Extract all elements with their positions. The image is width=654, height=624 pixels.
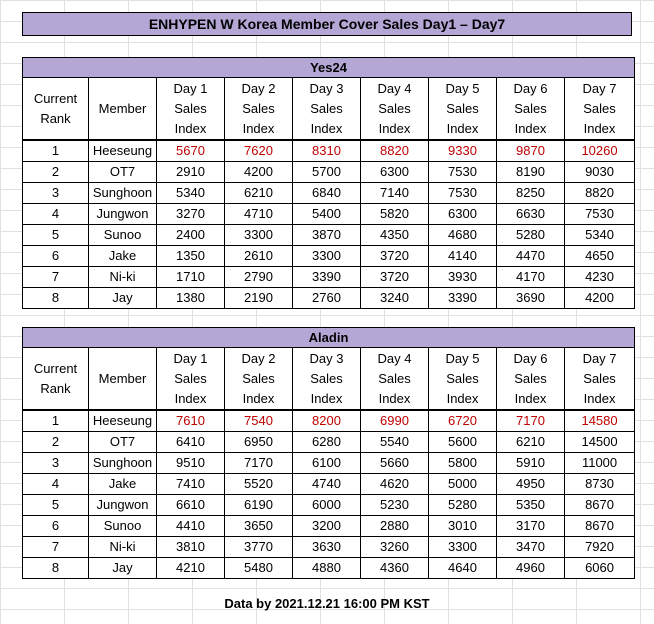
sales-index-cell: 7530 bbox=[429, 162, 497, 183]
sales-index-cell: 6210 bbox=[225, 183, 293, 204]
sales-index-cell: 1710 bbox=[157, 267, 225, 288]
rank-cell: 2 bbox=[23, 432, 89, 453]
sales-index-cell: 2910 bbox=[157, 162, 225, 183]
sales-index-cell: 4950 bbox=[497, 474, 565, 495]
rank-header: Current Rank bbox=[23, 348, 89, 411]
sales-index-cell: 6210 bbox=[497, 432, 565, 453]
table-row bbox=[23, 204, 635, 225]
sales-index-cell: 6610 bbox=[157, 495, 225, 516]
member-cell: Ni-ki bbox=[89, 267, 157, 288]
sales-index-cell: 2400 bbox=[157, 225, 225, 246]
sales-index-cell: 6990 bbox=[361, 410, 429, 432]
sales-index-cell: 2610 bbox=[225, 246, 293, 267]
sales-index-cell: 3810 bbox=[157, 537, 225, 558]
sales-index-cell: 3270 bbox=[157, 204, 225, 225]
member-cell: Jake bbox=[89, 474, 157, 495]
day-header: Day 7 Sales Index bbox=[565, 348, 635, 411]
data-timestamp: Data by 2021.12.21 16:00 PM KST bbox=[224, 596, 430, 611]
sales-index-cell: 3200 bbox=[293, 516, 361, 537]
sales-index-cell: 14580 bbox=[565, 410, 635, 432]
sales-index-cell: 3720 bbox=[361, 267, 429, 288]
sales-index-cell: 8820 bbox=[361, 140, 429, 162]
rank-cell: 1 bbox=[23, 410, 89, 432]
day-header: Day 6 Sales Index bbox=[497, 78, 565, 141]
sales-index-cell: 3650 bbox=[225, 516, 293, 537]
sales-index-cell: 6410 bbox=[157, 432, 225, 453]
sales-index-cell: 7170 bbox=[497, 410, 565, 432]
sales-index-cell: 4360 bbox=[361, 558, 429, 579]
sales-index-cell: 4140 bbox=[429, 246, 497, 267]
sales-index-cell: 5350 bbox=[497, 495, 565, 516]
table-row bbox=[23, 162, 635, 183]
day-header: Day 5 Sales Index bbox=[429, 348, 497, 411]
report-title: ENHYPEN W Korea Member Cover Sales Day1 – Day7 bbox=[22, 12, 632, 36]
sales-index-cell: 2880 bbox=[361, 516, 429, 537]
sales-index-cell: 5540 bbox=[361, 432, 429, 453]
sales-index-cell: 6300 bbox=[429, 204, 497, 225]
table-row bbox=[23, 410, 635, 432]
sales-index-cell: 8190 bbox=[497, 162, 565, 183]
sales-index-cell: 6950 bbox=[225, 432, 293, 453]
sales-index-cell: 3260 bbox=[361, 537, 429, 558]
day-header: Day 3 Sales Index bbox=[293, 348, 361, 411]
member-header: Member bbox=[89, 78, 157, 141]
store-name: Yes24 bbox=[23, 58, 635, 78]
day-header: Day 3 Sales Index bbox=[293, 78, 361, 141]
sales-index-cell: 4210 bbox=[157, 558, 225, 579]
sales-index-cell: 9330 bbox=[429, 140, 497, 162]
sales-index-cell: 5340 bbox=[157, 183, 225, 204]
table-row bbox=[23, 183, 635, 204]
sales-index-cell: 3300 bbox=[429, 537, 497, 558]
sales-index-cell: 7540 bbox=[225, 410, 293, 432]
table-row bbox=[23, 453, 635, 474]
sales-index-cell: 14500 bbox=[565, 432, 635, 453]
sales-index-cell: 5400 bbox=[293, 204, 361, 225]
sales-index-cell: 4230 bbox=[565, 267, 635, 288]
sales-index-cell: 5520 bbox=[225, 474, 293, 495]
rank-cell: 8 bbox=[23, 558, 89, 579]
member-cell: Jay bbox=[89, 558, 157, 579]
sales-index-cell: 5670 bbox=[157, 140, 225, 162]
sales-index-cell: 3870 bbox=[293, 225, 361, 246]
rank-cell: 2 bbox=[23, 162, 89, 183]
sales-index-cell: 5280 bbox=[429, 495, 497, 516]
rank-cell: 7 bbox=[23, 267, 89, 288]
day-header: Day 5 Sales Index bbox=[429, 78, 497, 141]
sales-index-cell: 8250 bbox=[497, 183, 565, 204]
sales-index-cell: 10260 bbox=[565, 140, 635, 162]
sales-index-cell: 4740 bbox=[293, 474, 361, 495]
sales-index-cell: 3390 bbox=[293, 267, 361, 288]
rank-cell: 4 bbox=[23, 474, 89, 495]
sales-index-cell: 3630 bbox=[293, 537, 361, 558]
sales-index-cell: 6060 bbox=[565, 558, 635, 579]
sales-index-cell: 5230 bbox=[361, 495, 429, 516]
member-cell: Jungwon bbox=[89, 495, 157, 516]
member-cell: Jake bbox=[89, 246, 157, 267]
member-cell: Sunghoon bbox=[89, 183, 157, 204]
sales-index-cell: 7610 bbox=[157, 410, 225, 432]
sales-index-cell: 3720 bbox=[361, 246, 429, 267]
sales-index-cell: 4470 bbox=[497, 246, 565, 267]
sales-index-cell: 4640 bbox=[429, 558, 497, 579]
sales-index-cell: 3010 bbox=[429, 516, 497, 537]
member-cell: OT7 bbox=[89, 432, 157, 453]
sales-index-cell: 8310 bbox=[293, 140, 361, 162]
sales-index-cell: 4350 bbox=[361, 225, 429, 246]
sales-index-cell: 5660 bbox=[361, 453, 429, 474]
table-row bbox=[23, 246, 635, 267]
table-row bbox=[23, 225, 635, 246]
sales-index-cell: 4200 bbox=[225, 162, 293, 183]
sales-index-cell: 7530 bbox=[429, 183, 497, 204]
table-row bbox=[23, 474, 635, 495]
member-cell: Ni-ki bbox=[89, 537, 157, 558]
day-header: Day 7 Sales Index bbox=[565, 78, 635, 141]
sales-index-cell: 3240 bbox=[361, 288, 429, 309]
sales-index-cell: 2190 bbox=[225, 288, 293, 309]
day-header: Day 2 Sales Index bbox=[225, 78, 293, 141]
sales-index-cell: 7410 bbox=[157, 474, 225, 495]
sales-index-cell: 6840 bbox=[293, 183, 361, 204]
day-header: Day 6 Sales Index bbox=[497, 348, 565, 411]
sales-index-cell: 5000 bbox=[429, 474, 497, 495]
sales-index-cell: 3470 bbox=[497, 537, 565, 558]
sales-index-cell: 9030 bbox=[565, 162, 635, 183]
rank-cell: 5 bbox=[23, 495, 89, 516]
sales-index-cell: 2760 bbox=[293, 288, 361, 309]
rank-cell: 5 bbox=[23, 225, 89, 246]
sales-index-cell: 9870 bbox=[497, 140, 565, 162]
table-row bbox=[23, 267, 635, 288]
sales-index-cell: 6190 bbox=[225, 495, 293, 516]
sales-index-cell: 3930 bbox=[429, 267, 497, 288]
sales-index-cell: 6280 bbox=[293, 432, 361, 453]
member-cell: Sunoo bbox=[89, 225, 157, 246]
table-row bbox=[23, 288, 635, 309]
sales-index-cell: 4880 bbox=[293, 558, 361, 579]
day-header: Day 4 Sales Index bbox=[361, 348, 429, 411]
rank-cell: 8 bbox=[23, 288, 89, 309]
sales-index-cell: 5910 bbox=[497, 453, 565, 474]
rank-header: Current Rank bbox=[23, 78, 89, 141]
sales-index-cell: 3770 bbox=[225, 537, 293, 558]
member-cell: Jungwon bbox=[89, 204, 157, 225]
sales-index-cell: 4650 bbox=[565, 246, 635, 267]
day-header: Day 1 Sales Index bbox=[157, 348, 225, 411]
member-cell: Sunoo bbox=[89, 516, 157, 537]
sales-index-cell: 4170 bbox=[497, 267, 565, 288]
sales-index-cell: 8670 bbox=[565, 495, 635, 516]
sales-index-cell: 1350 bbox=[157, 246, 225, 267]
sales-index-cell: 8730 bbox=[565, 474, 635, 495]
sales-index-cell: 4410 bbox=[157, 516, 225, 537]
sales-index-cell: 5800 bbox=[429, 453, 497, 474]
rank-cell: 6 bbox=[23, 246, 89, 267]
table-row bbox=[23, 140, 635, 162]
sales-index-cell: 6100 bbox=[293, 453, 361, 474]
sales-index-cell: 8670 bbox=[565, 516, 635, 537]
sales-index-cell: 6300 bbox=[361, 162, 429, 183]
sales-index-cell: 3300 bbox=[293, 246, 361, 267]
sales-index-cell: 5340 bbox=[565, 225, 635, 246]
sales-index-cell: 4200 bbox=[565, 288, 635, 309]
table-row bbox=[23, 432, 635, 453]
sales-index-cell: 8820 bbox=[565, 183, 635, 204]
sales-index-cell: 7530 bbox=[565, 204, 635, 225]
sales-index-cell: 5600 bbox=[429, 432, 497, 453]
table-row bbox=[23, 516, 635, 537]
sales-index-cell: 3300 bbox=[225, 225, 293, 246]
sales-index-cell: 5820 bbox=[361, 204, 429, 225]
sales-index-cell: 6000 bbox=[293, 495, 361, 516]
sales-index-cell: 5700 bbox=[293, 162, 361, 183]
member-header: Member bbox=[89, 348, 157, 411]
sales-index-cell: 6630 bbox=[497, 204, 565, 225]
rank-cell: 6 bbox=[23, 516, 89, 537]
table-row bbox=[23, 558, 635, 579]
sales-index-cell: 1380 bbox=[157, 288, 225, 309]
day-header: Day 1 Sales Index bbox=[157, 78, 225, 141]
rank-cell: 7 bbox=[23, 537, 89, 558]
sales-index-cell: 4710 bbox=[225, 204, 293, 225]
sales-index-cell: 6720 bbox=[429, 410, 497, 432]
sales-index-cell: 4620 bbox=[361, 474, 429, 495]
day-header: Day 4 Sales Index bbox=[361, 78, 429, 141]
sales-index-cell: 4680 bbox=[429, 225, 497, 246]
rank-cell: 4 bbox=[23, 204, 89, 225]
rank-cell: 3 bbox=[23, 453, 89, 474]
sales-index-cell: 3390 bbox=[429, 288, 497, 309]
sales-index-cell: 2790 bbox=[225, 267, 293, 288]
sales-index-cell: 7920 bbox=[565, 537, 635, 558]
sales-index-cell: 5280 bbox=[497, 225, 565, 246]
sales-index-cell: 11000 bbox=[565, 453, 635, 474]
rank-cell: 1 bbox=[23, 140, 89, 162]
sales-index-cell: 9510 bbox=[157, 453, 225, 474]
member-cell: Jay bbox=[89, 288, 157, 309]
sales-index-cell: 4960 bbox=[497, 558, 565, 579]
sales-index-cell: 7140 bbox=[361, 183, 429, 204]
sales-index-cell: 8200 bbox=[293, 410, 361, 432]
member-cell: Sunghoon bbox=[89, 453, 157, 474]
sales-index-cell: 5480 bbox=[225, 558, 293, 579]
member-cell: Heeseung bbox=[89, 410, 157, 432]
sales-index-cell: 3170 bbox=[497, 516, 565, 537]
day-header: Day 2 Sales Index bbox=[225, 348, 293, 411]
rank-cell: 3 bbox=[23, 183, 89, 204]
member-cell: Heeseung bbox=[89, 140, 157, 162]
aladin-sales-table bbox=[22, 327, 635, 579]
yes24-sales-table bbox=[22, 57, 635, 309]
sales-index-cell: 7620 bbox=[225, 140, 293, 162]
store-name: Aladin bbox=[23, 328, 635, 348]
member-cell: OT7 bbox=[89, 162, 157, 183]
table-row bbox=[23, 537, 635, 558]
sales-index-cell: 7170 bbox=[225, 453, 293, 474]
sales-index-cell: 3690 bbox=[497, 288, 565, 309]
table-row bbox=[23, 495, 635, 516]
